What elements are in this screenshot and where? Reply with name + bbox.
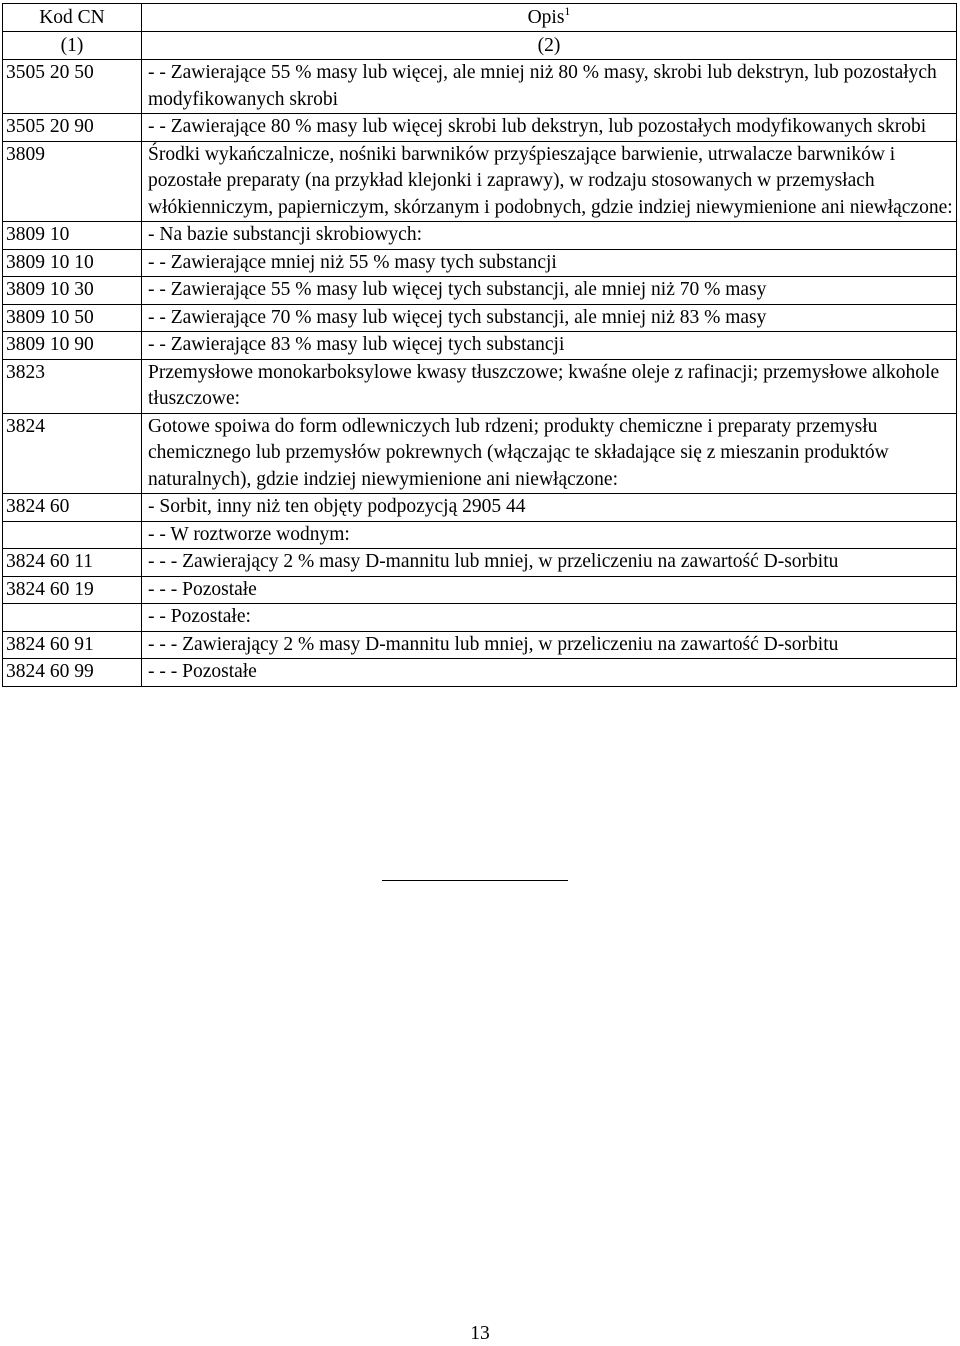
description-cell: Przemysłowe monokarboksylowe kwasy tłuszczowe; kwaśne oleje z rafinacji; przemysłowe alkohole tłuszczowe: bbox=[142, 359, 957, 413]
table-row bbox=[3, 521, 957, 549]
header-opis-label: Opis bbox=[527, 7, 565, 28]
description-cell: - - - Zawierający 2 % masy D-mannitu lub mniej, w przeliczeniu na zawartość D-sorbitu bbox=[142, 549, 957, 577]
footnote-marker: 1 bbox=[564, 4, 571, 18]
cn-code-cell: 3824 bbox=[3, 413, 142, 494]
cn-code-cell: 3505 20 90 bbox=[3, 114, 142, 142]
header-opis bbox=[142, 4, 957, 32]
description-cell: - - Pozostałe: bbox=[142, 604, 957, 632]
cn-code-cell: 3809 10 90 bbox=[3, 332, 142, 360]
header-kod-cn: Kod CN bbox=[3, 4, 142, 32]
cn-code-cell: 3809 10 30 bbox=[3, 277, 142, 305]
cn-code-cell: 3505 20 50 bbox=[3, 60, 142, 114]
description-cell: - - - Pozostałe bbox=[142, 659, 957, 687]
description-cell: - - Zawierające 70 % masy lub więcej tych substancji, ale mniej niż 83 % masy bbox=[142, 304, 957, 332]
description-cell: - Sorbit, inny niż ten objęty podpozycją 2905 44 bbox=[142, 494, 957, 522]
table-row bbox=[3, 277, 957, 305]
table-row bbox=[3, 60, 957, 114]
cn-code-cell: 3824 60 91 bbox=[3, 631, 142, 659]
table-header bbox=[3, 4, 957, 60]
description-cell: - - - Zawierający 2 % masy D-mannitu lub mniej, w przeliczeniu na zawartość D-sorbitu bbox=[142, 631, 957, 659]
table-row bbox=[3, 659, 957, 687]
cn-code-table bbox=[2, 3, 957, 687]
header-col2-number: (2) bbox=[142, 32, 957, 60]
description-cell: - - Zawierające 80 % masy lub więcej skrobi lub dekstryn, lub pozostałych modyfikowanych skrobi bbox=[142, 114, 957, 142]
description-cell: - - W roztworze wodnym: bbox=[142, 521, 957, 549]
table-row bbox=[3, 549, 957, 577]
table-row bbox=[3, 604, 957, 632]
cn-code-cell bbox=[3, 604, 142, 632]
table-row bbox=[3, 222, 957, 250]
header-row bbox=[3, 4, 957, 32]
table-row bbox=[3, 304, 957, 332]
table-body bbox=[3, 60, 957, 687]
cn-code-cell: 3824 60 99 bbox=[3, 659, 142, 687]
cn-code-cell: 3824 60 19 bbox=[3, 576, 142, 604]
description-cell: Środki wykańczalnicze, nośniki barwników przyśpieszające barwienie, utrwalacze barwników i pozostałe preparaty (na przykład klejonki i zaprawy), w rodzaju stosowanych w przemysłach włókienniczym, papierniczym, skórzanym i podobnych, gdzie indziej niewymienione ani niewłączone: bbox=[142, 141, 957, 222]
table-row bbox=[3, 359, 957, 413]
description-cell: - - Zawierające mniej niż 55 % masy tych substancji bbox=[142, 249, 957, 277]
description-cell: - - Zawierające 55 % masy lub więcej tych substancji, ale mniej niż 70 % masy bbox=[142, 277, 957, 305]
header-col1-number: (1) bbox=[3, 32, 142, 60]
cn-code-cell: 3823 bbox=[3, 359, 142, 413]
table-row bbox=[3, 494, 957, 522]
table-row bbox=[3, 141, 957, 222]
table-row bbox=[3, 332, 957, 360]
cn-code-cell: 3824 60 bbox=[3, 494, 142, 522]
description-cell: - - Zawierające 55 % masy lub więcej, ale mniej niż 80 % masy, skrobi lub dekstryn, lub pozostałych modyfikowanych skrobi bbox=[142, 60, 957, 114]
description-cell: - Na bazie substancji skrobiowych: bbox=[142, 222, 957, 250]
table-row bbox=[3, 249, 957, 277]
cn-code-cell: 3824 60 11 bbox=[3, 549, 142, 577]
description-cell: Gotowe spoiwa do form odlewniczych lub rdzeni; produkty chemiczne i preparaty przemysłu chemicznego lub przemysłów pokrewnych (włączając te składające się z mieszanin produktów naturalnych), gdzie indziej niewymienione ani niewłączone: bbox=[142, 413, 957, 494]
page-number: 13 bbox=[470, 1323, 490, 1344]
table-row bbox=[3, 413, 957, 494]
cn-code-cell: 3809 bbox=[3, 141, 142, 222]
cn-code-cell: 3809 10 50 bbox=[3, 304, 142, 332]
footnote-separator bbox=[382, 880, 568, 881]
cn-code-cell bbox=[3, 521, 142, 549]
description-cell: - - - Pozostałe bbox=[142, 576, 957, 604]
header-number-row bbox=[3, 32, 957, 60]
cn-code-cell: 3809 10 bbox=[3, 222, 142, 250]
table-row bbox=[3, 576, 957, 604]
description-cell: - - Zawierające 83 % masy lub więcej tych substancji bbox=[142, 332, 957, 360]
cn-code-cell: 3809 10 10 bbox=[3, 249, 142, 277]
table-row bbox=[3, 114, 957, 142]
table-row bbox=[3, 631, 957, 659]
